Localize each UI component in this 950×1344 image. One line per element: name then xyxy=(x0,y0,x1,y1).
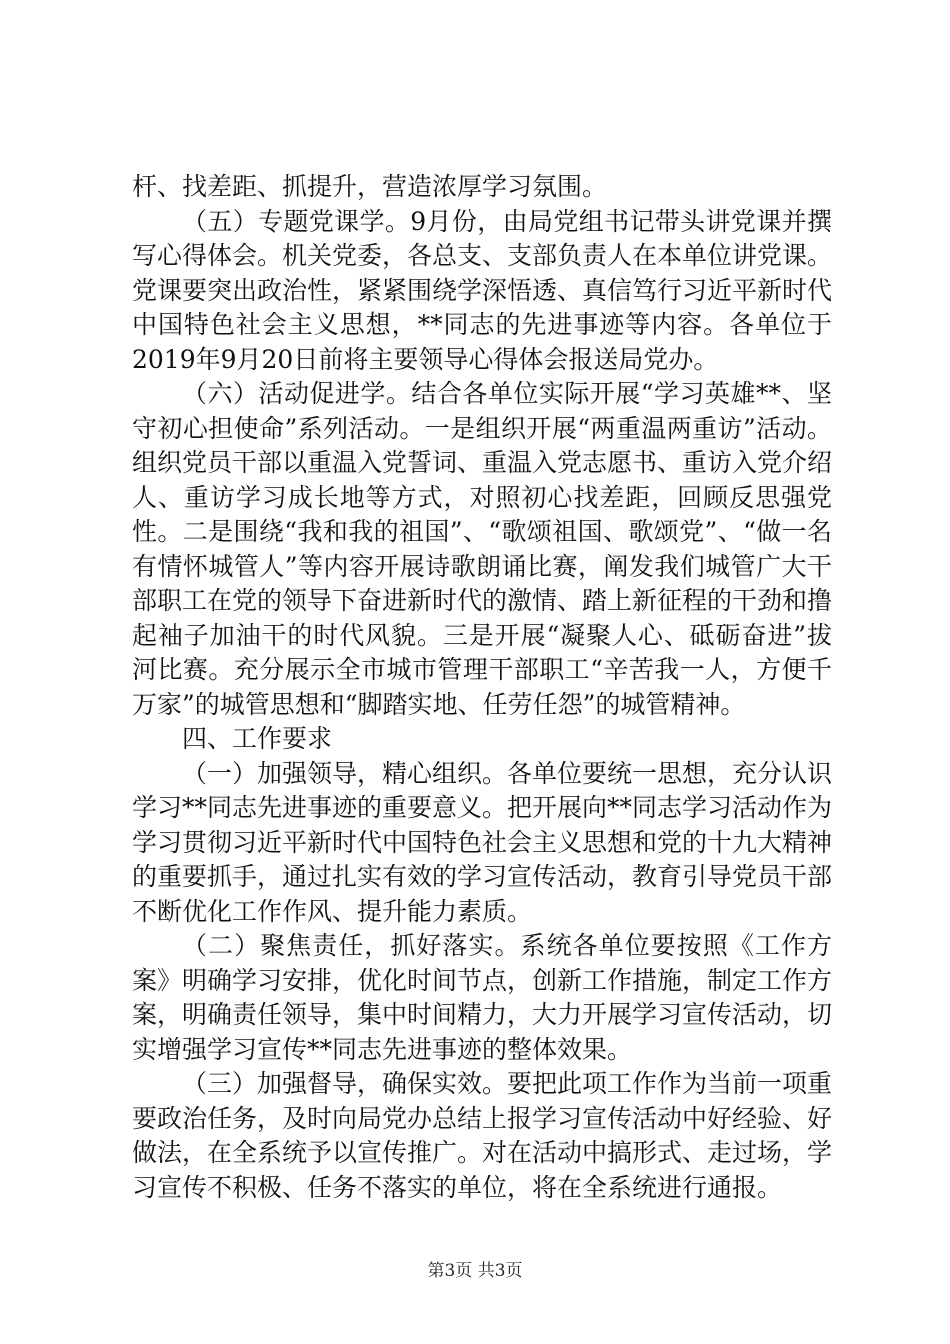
page-number-footer: 第3页 共3页 xyxy=(427,1261,523,1281)
paragraph-strengthen-leadership: （一）加强领导，精心组织。各单位要统一思想，充分认识学习**同志先进事迹的重要意义。把开展向**同志学习活动作为学习贯彻习近平新时代中国特色社会主义思想和党的十九大精神的重要抓手，通过扎实有效的学习宣传活动，教育引导党员干部不断优化工作作风、提升能力素质。 xyxy=(132,758,833,926)
paragraph-continuation: 杆、找差距、抓提升，营造浓厚学习氛围。 xyxy=(132,172,608,201)
paragraph-activity-learning: （六）活动促进学。结合各单位实际开展“学习英雄**、坚守初心担使命”系列活动。一是组织开展“两重温两重访”活动。组织党员干部以重温入党誓词、重温入党志愿书、重访入党介绍人、重访学习成长地等方式，对照初心找差距，回顾反思强党性。二是围绕“我和我的祖国”、“歌颂祖国、歌颂党”、“做一名有情怀城管人”等内容开展诗歌朗诵比赛，阐发我们城管广大干部职工在党的领导下奋进新时代的激情、踏上新征程的干劲和撸起袖子加油干的时代风貌。三是开展“凝聚人心、砥砺奋进”拔河比赛。充分展示全市城市管理干部职工“辛苦我一人，方便千万家”的城管思想和“脚踏实地、任劳任怨”的城管精神。 xyxy=(132,379,833,719)
section-heading-work-requirements: 四、工作要求 xyxy=(182,724,333,753)
paragraph-focus-responsibility: （二）聚焦责任，抓好落实。系统各单位要按照《工作方案》明确学习安排，优化时间节点，创新工作措施，制定工作方案，明确责任领导，集中时间精力，大力开展学习宣传活动，切实增强学习宣传**同志先进事迹的整体效果。 xyxy=(132,931,833,1064)
document-body xyxy=(132,170,832,1205)
paragraph-topic-party-lecture: （五）专题党课学。9月份，由局党组书记带头讲党课并撰写心得体会。机关党委，各总支、支部负责人在本单位讲党课。党课要突出政治性，紧紧围绕学深悟透、真信笃行习近平新时代中国特色社会主义思想，**同志的先进事迹等内容。各单位于2019年9月20日前将主要领导心得体会报送局党办。 xyxy=(132,206,833,374)
paragraph-supervision: （三）加强督导，确保实效。要把此项工作作为当前一项重要政治任务，及时向局党办总结上报学习宣传活动中好经验、好做法，在全系统予以宣传推广。对在活动中搞形式、走过场，学习宣传不积极、任务不落实的单位，将在全系统进行通报。 xyxy=(132,1069,833,1202)
